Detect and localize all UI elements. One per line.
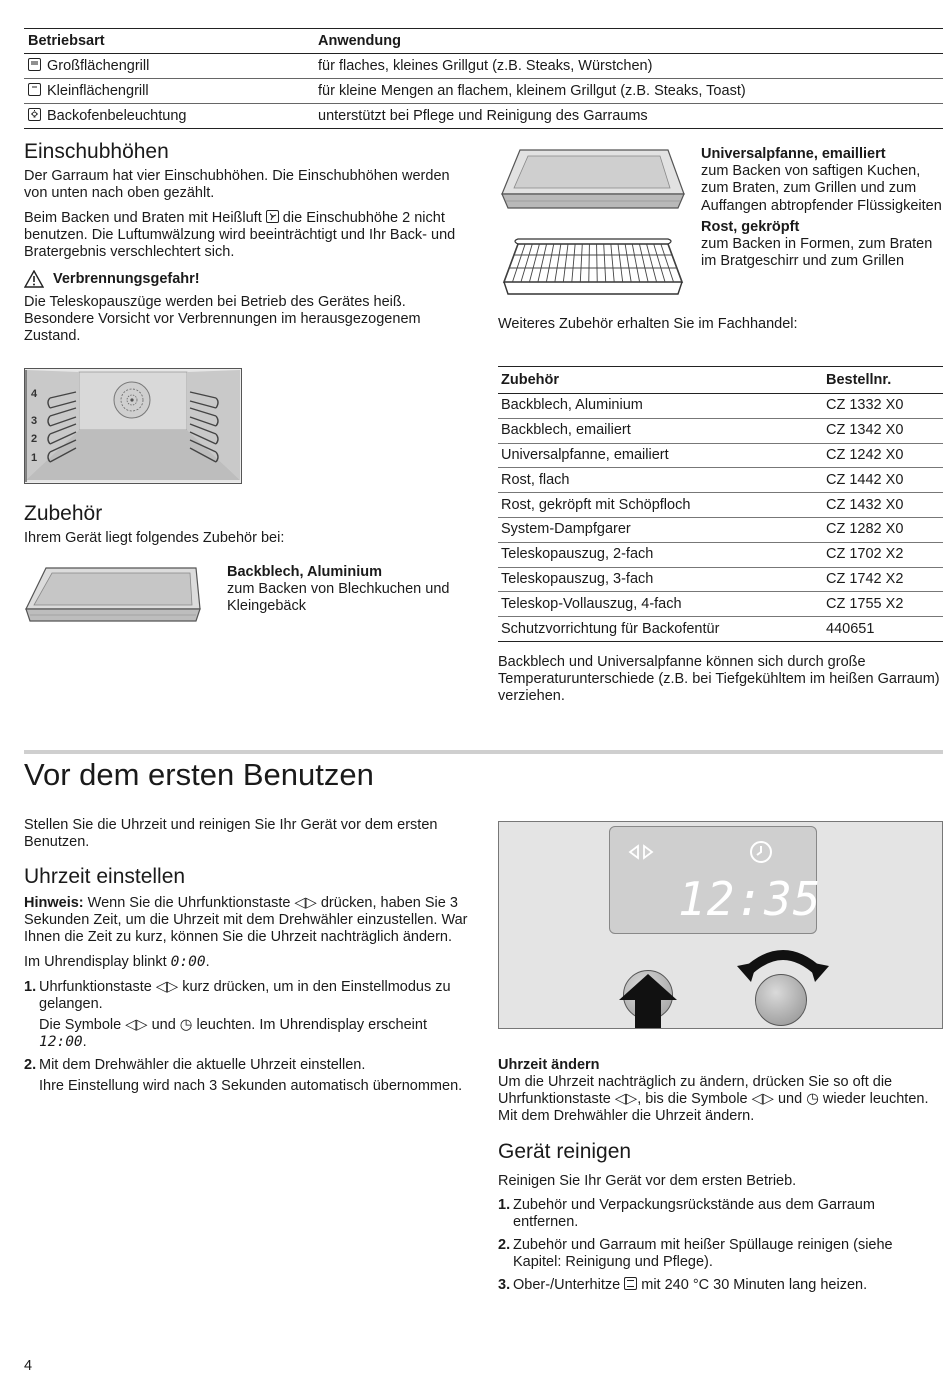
accessory-cell: Teleskopauszug, 2-fach bbox=[498, 542, 823, 567]
subheading: Uhrzeit ändern bbox=[498, 1057, 600, 1073]
einschub-section bbox=[24, 140, 469, 345]
clock-icon: ◷ bbox=[806, 1091, 819, 1107]
order-number-cell: CZ 1332 X0 bbox=[823, 394, 943, 419]
table-row bbox=[498, 394, 943, 419]
reinigen-section bbox=[498, 1140, 943, 1300]
column-header: Anwendung bbox=[314, 29, 943, 54]
clock-key-icon bbox=[626, 843, 656, 861]
step-item bbox=[498, 1237, 943, 1271]
text: mit 240 °C 30 Minuten lang heizen. bbox=[637, 1277, 868, 1293]
level-number: 3 bbox=[31, 415, 38, 427]
mode-label: Backofenbeleuchtung bbox=[47, 107, 187, 124]
step-number: 3. bbox=[498, 1277, 511, 1293]
use-cell: unterstützt bei Pflege und Reinigung des Garraums bbox=[314, 104, 943, 129]
control-panel-illustration bbox=[498, 821, 943, 1029]
text: Die Symbole bbox=[39, 1017, 126, 1033]
table-row bbox=[498, 542, 943, 567]
text: drücken, haben Sie 3 Sekunden Zeit, um die Uhrzeit mit dem Drehwähler einzustellen. War Ihnen die Zeit zu kurz, können Sie die Uhrzeit nachträglich ändern. bbox=[24, 895, 468, 945]
mode-cell bbox=[24, 79, 314, 104]
mode-cell bbox=[24, 104, 314, 129]
text: und bbox=[773, 1091, 807, 1107]
table-row bbox=[498, 418, 943, 443]
section-heading: Zubehör bbox=[24, 502, 103, 525]
accessory-cell: Rost, gekröpft mit Schöpfloch bbox=[498, 493, 823, 518]
step-result: Ihre Einstellung wird nach 3 Sekunden automatisch übernommen. bbox=[39, 1078, 463, 1094]
paragraph: Weiteres Zubehör erhalten Sie im Fachhandel: bbox=[498, 316, 798, 332]
mode-label: Großflächengrill bbox=[47, 57, 150, 74]
order-number-cell: CZ 1442 X0 bbox=[823, 468, 943, 493]
section-heading: Einschubhöhen bbox=[24, 140, 169, 163]
accessory-item bbox=[701, 146, 943, 270]
level-numbers bbox=[31, 388, 37, 468]
text: Zubehör und Garraum mit heißer Spüllauge reinigen (siehe Kapitel: Reinigung und Pflege). bbox=[513, 1237, 893, 1270]
table-row bbox=[24, 79, 943, 104]
press-arrow-icon bbox=[617, 972, 679, 1028]
text: , bis die Symbole bbox=[637, 1091, 752, 1107]
chapter-title: Vor dem ersten Benutzen bbox=[24, 757, 374, 792]
clock-key-icon: ◁▷ bbox=[751, 1091, 774, 1107]
order-number-cell: CZ 1282 X0 bbox=[823, 517, 943, 542]
accessory-cell: Rost, flach bbox=[498, 468, 823, 493]
display-value: 12:00 bbox=[39, 1034, 83, 1050]
text: Zubehör und Verpackungsrückstände aus dem Garraum entfernen. bbox=[513, 1197, 875, 1230]
clock-icon bbox=[748, 839, 774, 865]
uhrzeit-section bbox=[24, 865, 472, 1101]
table-header-row bbox=[498, 367, 943, 394]
accessory-name: Backblech, Aluminium bbox=[227, 564, 382, 580]
oven-interior-illustration bbox=[24, 368, 242, 484]
order-number-cell: CZ 1742 X2 bbox=[823, 567, 943, 592]
order-number-cell: CZ 1342 X0 bbox=[823, 418, 943, 443]
accessory-cell: Teleskop-Vollauszug, 4-fach bbox=[498, 592, 823, 617]
step-number: 2. bbox=[24, 1057, 37, 1073]
text: und bbox=[147, 1017, 180, 1033]
wire-rack-illustration bbox=[498, 238, 688, 303]
uhrzeit-aendern-section bbox=[498, 1057, 943, 1125]
section-divider bbox=[24, 750, 943, 754]
clock-key-icon: ◁▷ bbox=[614, 1091, 638, 1107]
table-row bbox=[24, 104, 943, 129]
oven-light-icon bbox=[28, 108, 41, 121]
text: . bbox=[205, 954, 210, 970]
text: . bbox=[82, 1034, 87, 1050]
hint-paragraph bbox=[24, 895, 472, 946]
table-row bbox=[498, 443, 943, 468]
level-number: 1 bbox=[31, 452, 38, 464]
section-heading: Gerät reinigen bbox=[498, 1140, 632, 1163]
clock-key-icon: ◁▷ bbox=[294, 895, 317, 911]
order-number-cell: CZ 1432 X0 bbox=[823, 493, 943, 518]
accessory-desc: zum Backen von Blechkuchen und Kleingebäck bbox=[227, 581, 450, 614]
paragraph: Stellen Sie die Uhrzeit und reinigen Sie Ihr Gerät vor dem ersten Benutzen. bbox=[24, 817, 438, 850]
paragraph bbox=[24, 954, 472, 971]
top-bottom-heat-icon bbox=[624, 1277, 637, 1290]
clock-display bbox=[609, 826, 822, 934]
step-number: 2. bbox=[498, 1237, 511, 1253]
use-cell: für kleine Mengen an flachem, kleinem Grillgut (z.B. Steaks, Toast) bbox=[314, 79, 943, 104]
accessory-name: Rost, gekröpft bbox=[701, 218, 800, 235]
text: Ober-/Unterhitze bbox=[513, 1277, 625, 1293]
accessory-desc: zum Backen von saftigen Kuchen, zum Braten, zum Grillen und zum Auffangen abtropfender Flüssigkeiten bbox=[701, 163, 942, 214]
clock-icon: ◷ bbox=[179, 1017, 193, 1033]
clock-key-icon: ◁▷ bbox=[155, 979, 179, 995]
warning-heading bbox=[24, 270, 469, 288]
accessory-item bbox=[227, 564, 467, 615]
accessory-cell: Backblech, Aluminium bbox=[498, 394, 823, 419]
clock-key-icon: ◁▷ bbox=[125, 1017, 148, 1033]
text: Im Uhrendisplay blinkt bbox=[24, 954, 171, 970]
table-header-row bbox=[24, 29, 943, 54]
accessory-order-table bbox=[498, 366, 943, 642]
order-number-cell: 440651 bbox=[823, 617, 943, 642]
paragraph: Der Garraum hat vier Einschubhöhen. Die Einschubhöhen werden von unten nach oben gezählt. bbox=[24, 168, 450, 201]
text: Mit dem Drehwähler die aktuelle Uhrzeit einstellen. bbox=[39, 1057, 366, 1073]
text: wieder leuchten. Mit dem Drehwähler die Uhrzeit ändern. bbox=[498, 1091, 929, 1124]
kleinflaechengrill-icon bbox=[28, 83, 41, 96]
warning-triangle-icon bbox=[24, 270, 44, 288]
step-item bbox=[24, 979, 472, 1051]
text: leuchten. Im Uhrendisplay erscheint bbox=[192, 1017, 427, 1033]
step-list bbox=[24, 979, 472, 1095]
accessory-name: Universalpfanne, emailliert bbox=[701, 146, 886, 162]
hot-air-icon bbox=[266, 210, 279, 223]
table-row bbox=[498, 468, 943, 493]
paragraph: Backblech und Universalpfanne können sich durch große Temperaturunterschiede (z.B. bei Tiefgekühltem im heißen Garraum) verziehen. bbox=[498, 654, 940, 704]
paragraph: Reinigen Sie Ihr Gerät vor dem ersten Betrieb. bbox=[498, 1173, 797, 1189]
clock-time: 12:35 bbox=[678, 872, 822, 926]
mode-cell bbox=[24, 54, 314, 79]
level-number: 2 bbox=[31, 433, 38, 445]
text: Beim Backen und Braten mit Heißluft bbox=[24, 210, 266, 226]
order-number-cell: CZ 1242 X0 bbox=[823, 443, 943, 468]
level-number: 4 bbox=[31, 388, 38, 400]
baking-tray-illustration bbox=[24, 565, 202, 632]
operating-mode-table bbox=[24, 28, 943, 129]
paragraph: Ihrem Gerät liegt folgendes Zubehör bei: bbox=[24, 530, 285, 546]
text: Um die Uhrzeit nachträglich zu ändern, drücken Sie so oft die Uhrfunktionstaste bbox=[498, 1074, 893, 1107]
display-value: 0:00 bbox=[170, 954, 206, 970]
use-cell: für flaches, kleines Grillgut (z.B. Steaks, Würstchen) bbox=[314, 54, 943, 79]
section-heading: Uhrzeit einstellen bbox=[24, 865, 186, 888]
text: kurz drücken, um in den Einstellmodus zu gelangen. bbox=[39, 979, 451, 1012]
text: die Einschubhöhe 2 nicht benutzen. Die Luftumwälzung wird beeinträchtigt und Ihr Back- und Bratergebnis verschlechtert sich. bbox=[24, 210, 456, 260]
rotate-arrow-icon bbox=[737, 942, 829, 986]
step-number: 1. bbox=[24, 979, 37, 995]
step-item bbox=[498, 1277, 943, 1294]
hint-label: Hinweis: bbox=[24, 895, 84, 911]
grossflaechengrill-icon bbox=[28, 58, 41, 71]
order-number-cell: CZ 1755 X2 bbox=[823, 592, 943, 617]
accessory-cell: System-Dampfgarer bbox=[498, 517, 823, 542]
text: Uhrfunktionstaste bbox=[39, 979, 156, 995]
table-row bbox=[498, 567, 943, 592]
step-list bbox=[498, 1197, 943, 1294]
accessory-cell: Teleskopauszug, 3-fach bbox=[498, 567, 823, 592]
text: Wenn Sie die Uhrfunktionstaste bbox=[83, 895, 295, 911]
paragraph bbox=[498, 1074, 943, 1125]
accessory-cell: Backblech, emailiert bbox=[498, 418, 823, 443]
table-row bbox=[498, 517, 943, 542]
warning-title: Verbrennungsgefahr! bbox=[53, 270, 200, 287]
column-header: Zubehör bbox=[498, 367, 823, 394]
order-number-cell: CZ 1702 X2 bbox=[823, 542, 943, 567]
table-row bbox=[498, 493, 943, 518]
paragraph bbox=[24, 210, 469, 261]
step-item bbox=[24, 1057, 472, 1095]
accessory-desc: zum Backen in Formen, zum Braten im Bratgeschirr und zum Grillen bbox=[701, 236, 933, 270]
universal-pan-illustration bbox=[498, 146, 688, 217]
step-number: 1. bbox=[498, 1197, 511, 1213]
table-row bbox=[498, 592, 943, 617]
table-row bbox=[24, 54, 943, 79]
mode-label: Kleinflächengrill bbox=[47, 82, 149, 99]
zubehoer-section bbox=[24, 502, 469, 547]
column-header: Betriebsart bbox=[24, 29, 314, 54]
accessory-cell: Universalpfanne, emailiert bbox=[498, 443, 823, 468]
column-header: Bestellnr. bbox=[823, 367, 943, 394]
page-number: 4 bbox=[24, 1358, 33, 1374]
accessory-cell: Schutzvorrichtung für Backofentür bbox=[498, 617, 823, 642]
step-result bbox=[39, 1017, 472, 1051]
table-row bbox=[498, 617, 943, 642]
warning-text: Die Teleskopauszüge werden bei Betrieb des Gerätes heiß. Besondere Vorsicht vor Verbrennungen im herausgezogenem Zustand. bbox=[24, 294, 421, 344]
step-item bbox=[498, 1197, 943, 1231]
